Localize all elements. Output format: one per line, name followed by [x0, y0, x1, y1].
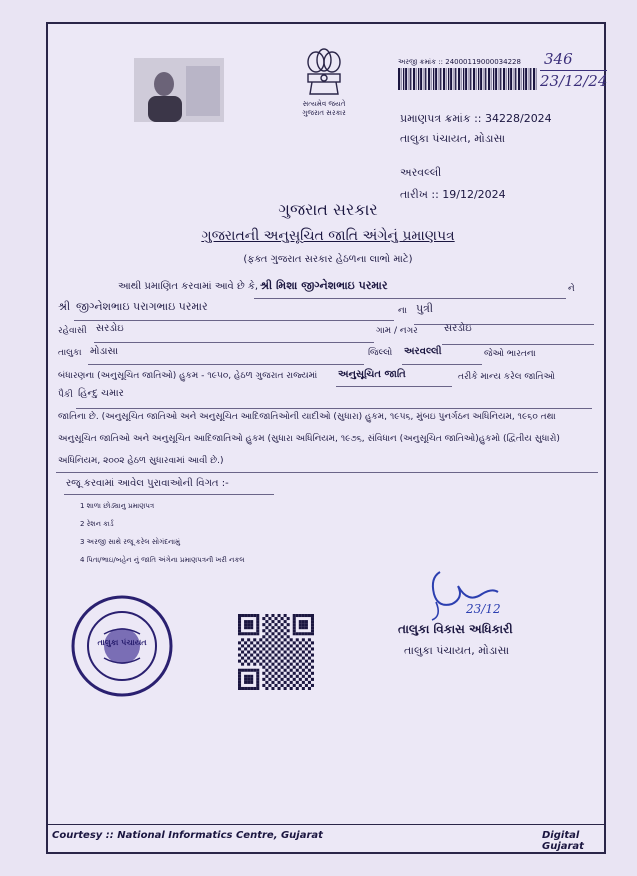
certificate-sheet [46, 22, 606, 854]
taluka: મોડાસા [90, 346, 119, 357]
application-number: અરજી ક્રમાંક :: 24000119000034228 [398, 58, 521, 66]
office-seal [70, 594, 174, 698]
barcode-icon [398, 68, 538, 90]
legal-para-2: અનુસૂચિત જાતિઓ અને અનુસૂચિત આદિજાતિઓ હુકમ (સુધારા અધિનિયમ, ૧૯૭૬, સંવિધાન (અનુસૂચિત જાતિઓ)હુકમો (દ્વિતીય સુધારો) [58, 434, 560, 444]
seal-text: તાલુકા પંચાયત [97, 638, 147, 647]
emblem-caption [284, 100, 364, 118]
document-item-2: 2 રેશન કાર્ડ [80, 520, 114, 528]
issuing-district: અરવલ્લી [400, 166, 442, 179]
title-note: (ફક્ત ગુજરાત સરકાર હેઠળના લાભો માટે) [243, 254, 413, 265]
legal-para-3: અધિનિયમ, ૨૦૦૨ હેઠળ સુધારવામાં આવી છે.) [58, 456, 224, 466]
certificate-number: પ્રમાણપત્ર ક્રમાંક :: 34228/2024 [400, 112, 552, 125]
officer-office: તાલુકા પંચાયત, મોડાસા [404, 644, 510, 657]
person-photo-icon [134, 58, 224, 122]
title-main: ગુજરાત સરકાર [278, 200, 378, 219]
row3-mid: ગામ / નગર [376, 326, 418, 336]
documents-heading: રજૂ કરવામાં આવેલ પુરાવાઓની વિગત :- [66, 478, 229, 489]
document-item-1: 1 શાળા છોડ્યાનુ પ્રમાણપત્ર [80, 502, 155, 510]
row3-label: રહેવાસી [58, 326, 87, 336]
legal-para-1: જાતિના છે. (અનુસૂચિત જાતિઓ અને અનુસૂચિત આદિજાતિઓની યાદીઓ (સુધારા) હુકમ, ૧૯૫૬, મુંબઇ પુનર્ગઠન અધિનિયમ, ૧૯૬૦ તથા [58, 412, 556, 422]
village: સરડોઇ [96, 323, 124, 334]
row2-mid: ના [398, 306, 407, 316]
qr-code-icon [238, 614, 314, 690]
row1-prefix: આથી પ્રમાણિત કરવામાં આવે છે કે, [118, 281, 259, 292]
row1-suffix: ને [568, 284, 575, 294]
handwritten-date: 23/12/24 [540, 72, 608, 90]
caste-name: હિન્દુ ચમાર [78, 388, 124, 399]
handwritten-number: 346 [544, 50, 573, 68]
issue-date: તારીખ :: 19/12/2024 [400, 188, 506, 201]
relation: પુત્રી [416, 302, 434, 315]
row5-suffix: તરીકે માન્ય કરેલ જાતિઓ [458, 372, 555, 382]
row4-suffix: જેઓ ભારતના [484, 349, 536, 359]
row5-prefix: બંધારણના (અનુસૂચિત જાતિઓ) હુકમ - ૧૯૫૦, હેઠળ ગુજરાત રાજ્યમાં [58, 371, 318, 381]
applicant-photo [134, 58, 224, 122]
title-sub: ગુજરાતની અનુસૂચિત જાતિ અંગેનું પ્રમાણપત્ર [201, 228, 455, 244]
document-item-3: 3 અરજી સાથે રજૂ કરેલ સોગંદનામું [80, 538, 181, 546]
footer-brand: Digital Gujarat [542, 830, 584, 852]
row4-label: તાલુકા [58, 348, 82, 358]
issuing-office: તાલુકા પંચાયત, મોડાસા [400, 132, 506, 145]
father-name: જીગ્નેશભાઇ પરાગભાઇ પરમાર [76, 300, 208, 313]
emblem-motto: સત્યમેવ જયતે [302, 100, 346, 108]
officer-title: તાલુકા વિકાસ અધિકારી [398, 622, 513, 636]
town: સરડોઇ [444, 323, 472, 334]
caste-type: અનુસૂચિત જાતિ [338, 369, 406, 380]
holder-name: શ્રી મિશા જીગ્નેશભાઇ પરમાર [260, 279, 388, 292]
emblem-government: ગુજરાત સરકાર [302, 109, 346, 117]
row6-prefix: પૈકી [58, 390, 73, 400]
document-item-4: 4 પિતા/ભાઇ/બહેન નું જાતિ અંગેના પ્રમાણપત્રની ખરી નકલ [80, 556, 245, 564]
row4-mid: જિલ્લો [368, 348, 393, 358]
footer-courtesy: Courtesy :: National Informatics Centre, Gujarat [52, 830, 323, 841]
signature-date: 23/12 [466, 602, 501, 616]
district: અરવલ્લી [404, 346, 442, 357]
row2-prefix: શ્રી [58, 300, 71, 313]
